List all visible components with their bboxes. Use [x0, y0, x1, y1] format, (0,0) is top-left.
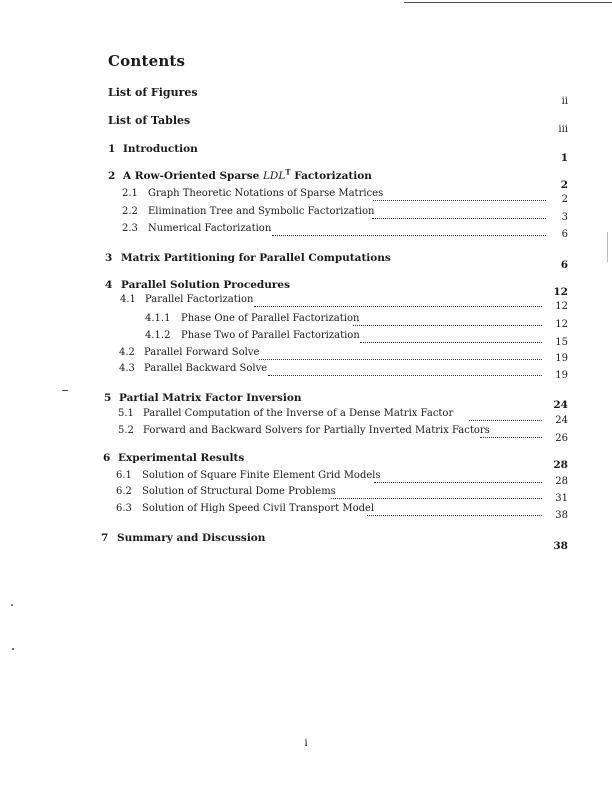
toc-chapter-2[interactable]: [0, 167, 612, 191]
toc-number: 6.2: [116, 486, 132, 497]
dot-leader: [367, 503, 542, 516]
toc-page: iii: [558, 124, 568, 135]
toc-number: 3: [105, 252, 113, 264]
toc-page: 26: [555, 433, 568, 444]
scan-speck: [12, 648, 14, 650]
toc-label: Summary and Discussion: [117, 532, 266, 544]
toc-number: 5.1: [118, 408, 134, 419]
toc-section-2-3[interactable]: [0, 223, 612, 241]
toc-label: Experimental Results: [118, 452, 245, 464]
page-number: i: [304, 737, 308, 749]
dot-leader: [373, 188, 546, 201]
toc-label-prefix: A Row-Oriented Sparse: [123, 170, 263, 182]
toc-label-suffix: Factorization: [290, 170, 372, 182]
toc-label: Graph Theoretic Notations of Sparse Matrices: [148, 188, 384, 199]
dot-leader: [272, 223, 546, 236]
dot-leader: [254, 294, 542, 307]
toc-page: 2: [561, 194, 568, 205]
toc-page: 12: [555, 301, 568, 312]
toc-section-4-1[interactable]: [0, 294, 612, 312]
toc-number: 2: [108, 170, 116, 182]
toc-label: Parallel Computation of the Inverse of a Dense Matrix Factor: [143, 408, 454, 419]
scan-speck: [62, 390, 68, 391]
toc-label: Introduction: [123, 143, 198, 155]
dot-leader: [469, 408, 542, 421]
toc-number: 6.3: [116, 503, 132, 514]
toc-section-6-2[interactable]: [0, 486, 612, 504]
toc-label: Parallel Forward Solve: [144, 347, 260, 358]
toc-label: List of Figures: [108, 86, 198, 99]
toc-number: 6: [103, 452, 111, 464]
toc-number: 4.3: [119, 363, 135, 374]
toc-subsection-4-1-2[interactable]: [0, 330, 612, 348]
toc-number: 4.1: [120, 294, 136, 305]
toc-label: Numerical Factorization: [148, 223, 272, 234]
toc-label: List of Tables: [108, 114, 191, 127]
toc-page: 2: [560, 179, 568, 191]
toc-page: 24: [555, 415, 568, 426]
toc-section-6-3[interactable]: [0, 503, 612, 521]
toc-number: 4.1.1: [145, 313, 171, 324]
toc-section-5-2[interactable]: [0, 425, 612, 443]
scan-speck: [11, 604, 13, 606]
toc-page: 38: [553, 540, 568, 552]
toc-page: 12: [555, 319, 568, 330]
toc-label: Solution of Structural Dome Problems: [142, 486, 336, 497]
toc-label: Solution of High Speed Civil Transport Model: [142, 503, 375, 514]
toc-label: Phase One of Parallel Factorization: [181, 313, 360, 324]
toc-page: 19: [555, 370, 568, 381]
toc-number: 5: [104, 392, 112, 404]
toc-page: 12: [553, 286, 568, 298]
toc-label: Parallel Backward Solve: [144, 363, 268, 374]
toc-label: [123, 167, 372, 182]
toc-number: 5.2: [118, 425, 134, 436]
toc-number: 2.2: [122, 206, 138, 217]
toc-subsection-4-1-1[interactable]: [0, 313, 612, 331]
toc-page: 31: [555, 493, 568, 504]
toc-page: ii: [561, 96, 568, 107]
toc-page: 6: [561, 229, 568, 240]
toc-label: Partial Matrix Factor Inversion: [119, 392, 302, 404]
toc-page: 38: [555, 510, 568, 521]
dot-leader: [372, 206, 546, 219]
dot-leader: [480, 425, 542, 438]
dot-leader: [353, 313, 542, 326]
toc-label: Parallel Solution Procedures: [121, 279, 290, 291]
toc-page: 1: [560, 152, 568, 164]
toc-page: 6: [560, 259, 568, 271]
toc-number: 4.2: [119, 347, 135, 358]
scan-top-rule: [404, 2, 612, 3]
toc-chapter-1[interactable]: [0, 143, 612, 164]
dot-leader: [268, 363, 542, 376]
toc-label: Elimination Tree and Symbolic Factorization: [148, 206, 375, 217]
toc-section-4-3[interactable]: [0, 363, 612, 381]
toc-chapter-6[interactable]: [0, 452, 612, 470]
toc-section-5-1[interactable]: [0, 408, 612, 426]
contents-title: Contents: [108, 52, 186, 70]
toc-label-math: LDL: [262, 170, 286, 182]
toc-page: 28: [555, 476, 568, 487]
toc-number: 1: [108, 143, 116, 155]
toc-number: 4.1.2: [145, 330, 171, 341]
toc-label-sup: T: [285, 167, 291, 177]
toc-page: 24: [553, 399, 568, 411]
dot-leader: [360, 330, 542, 343]
toc-label: Parallel Factorization: [145, 294, 254, 305]
toc-number: 6.1: [116, 470, 132, 481]
toc-number: 2.1: [122, 188, 138, 199]
toc-page: 3: [561, 212, 568, 223]
toc-number: 7: [101, 532, 109, 544]
toc-page: 15: [555, 337, 568, 348]
dot-leader: [259, 347, 542, 360]
toc-chapter-4[interactable]: [0, 250, 612, 268]
toc-page: 19: [555, 353, 568, 364]
toc-chapter-7[interactable]: [0, 532, 612, 550]
toc-number: 4: [105, 279, 113, 291]
toc-page: 28: [553, 459, 568, 471]
toc-section-2-1[interactable]: [0, 188, 612, 206]
toc-label: Solution of Square Finite Element Grid Models: [142, 470, 381, 481]
dot-leader: [374, 470, 542, 483]
dot-leader: [331, 486, 542, 499]
toc-section-2-2[interactable]: [0, 206, 612, 224]
toc-label: Matrix Partitioning for Parallel Computations: [121, 252, 391, 264]
toc-label: Forward and Backward Solvers for Partially Inverted Matrix Factors: [143, 425, 490, 436]
toc-label: Phase Two of Parallel Factorization: [181, 330, 360, 341]
toc-entry-list-of-figures[interactable]: [0, 86, 612, 107]
toc-number: 2.3: [122, 223, 138, 234]
toc-entry-list-of-tables[interactable]: [0, 114, 612, 135]
